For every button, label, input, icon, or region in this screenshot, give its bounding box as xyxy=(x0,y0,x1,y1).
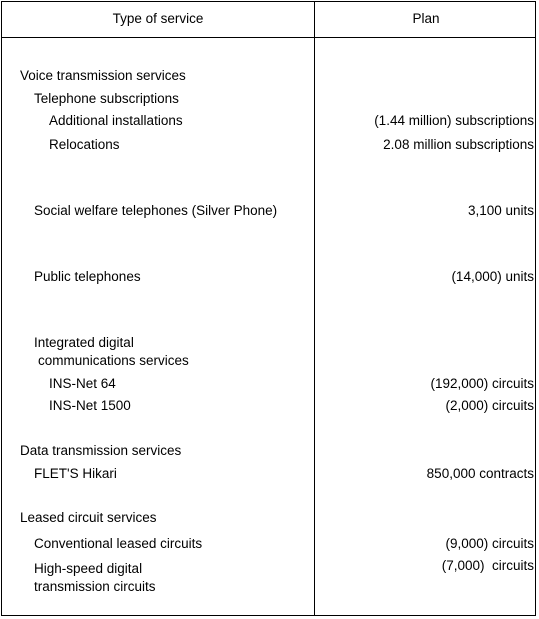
section-voice-transmission: Voice transmission services xyxy=(20,68,186,83)
row-label-high-speed-line2: transmission circuits xyxy=(34,579,156,594)
row-plan-conventional-leased-circuits: (9,000) circuits xyxy=(445,536,534,551)
row-plan-flets-hikari: 850,000 contracts xyxy=(426,466,534,481)
section-leased-circuit: Leased circuit services xyxy=(20,510,157,525)
row-plan-public-telephones: (14,000) units xyxy=(451,269,534,284)
row-label-ins-net-1500: INS-Net 1500 xyxy=(49,398,131,413)
column-divider xyxy=(314,2,315,615)
subsection-isdn-line1: Integrated digital xyxy=(34,335,134,350)
row-plan-ins-net-64: (192,000) circuits xyxy=(430,376,534,391)
row-label-flets-hikari: FLET'S Hikari xyxy=(34,466,117,481)
row-label-social-welfare-telephones: Social welfare telephones (Silver Phone) xyxy=(34,203,278,218)
header-type-of-service: Type of service xyxy=(112,11,204,26)
header-divider xyxy=(2,37,535,38)
section-data-transmission: Data transmission services xyxy=(20,443,182,458)
subsection-isdn-line2: communications services xyxy=(38,353,189,368)
row-plan-social-welfare-telephones: 3,100 units xyxy=(467,203,534,218)
row-plan-additional-installations: (1.44 million) subscriptions xyxy=(374,113,534,128)
row-plan-high-speed-digital: (7,000) circuits xyxy=(441,558,534,573)
row-label-additional-installations: Additional installations xyxy=(49,113,183,128)
subsection-telephone-subscriptions: Telephone subscriptions xyxy=(34,91,179,106)
row-label-high-speed-line1: High-speed digital xyxy=(34,561,143,576)
row-label-ins-net-64: INS-Net 64 xyxy=(49,376,116,391)
row-label-public-telephones: Public telephones xyxy=(34,269,141,284)
service-plan-table xyxy=(1,1,536,616)
row-label-relocations: Relocations xyxy=(49,137,120,152)
row-label-conventional-leased-circuits: Conventional leased circuits xyxy=(34,536,203,551)
row-plan-ins-net-1500: (2,000) circuits xyxy=(445,398,534,413)
header-plan: Plan xyxy=(412,11,440,26)
row-plan-relocations: 2.08 million subscriptions xyxy=(383,137,534,152)
